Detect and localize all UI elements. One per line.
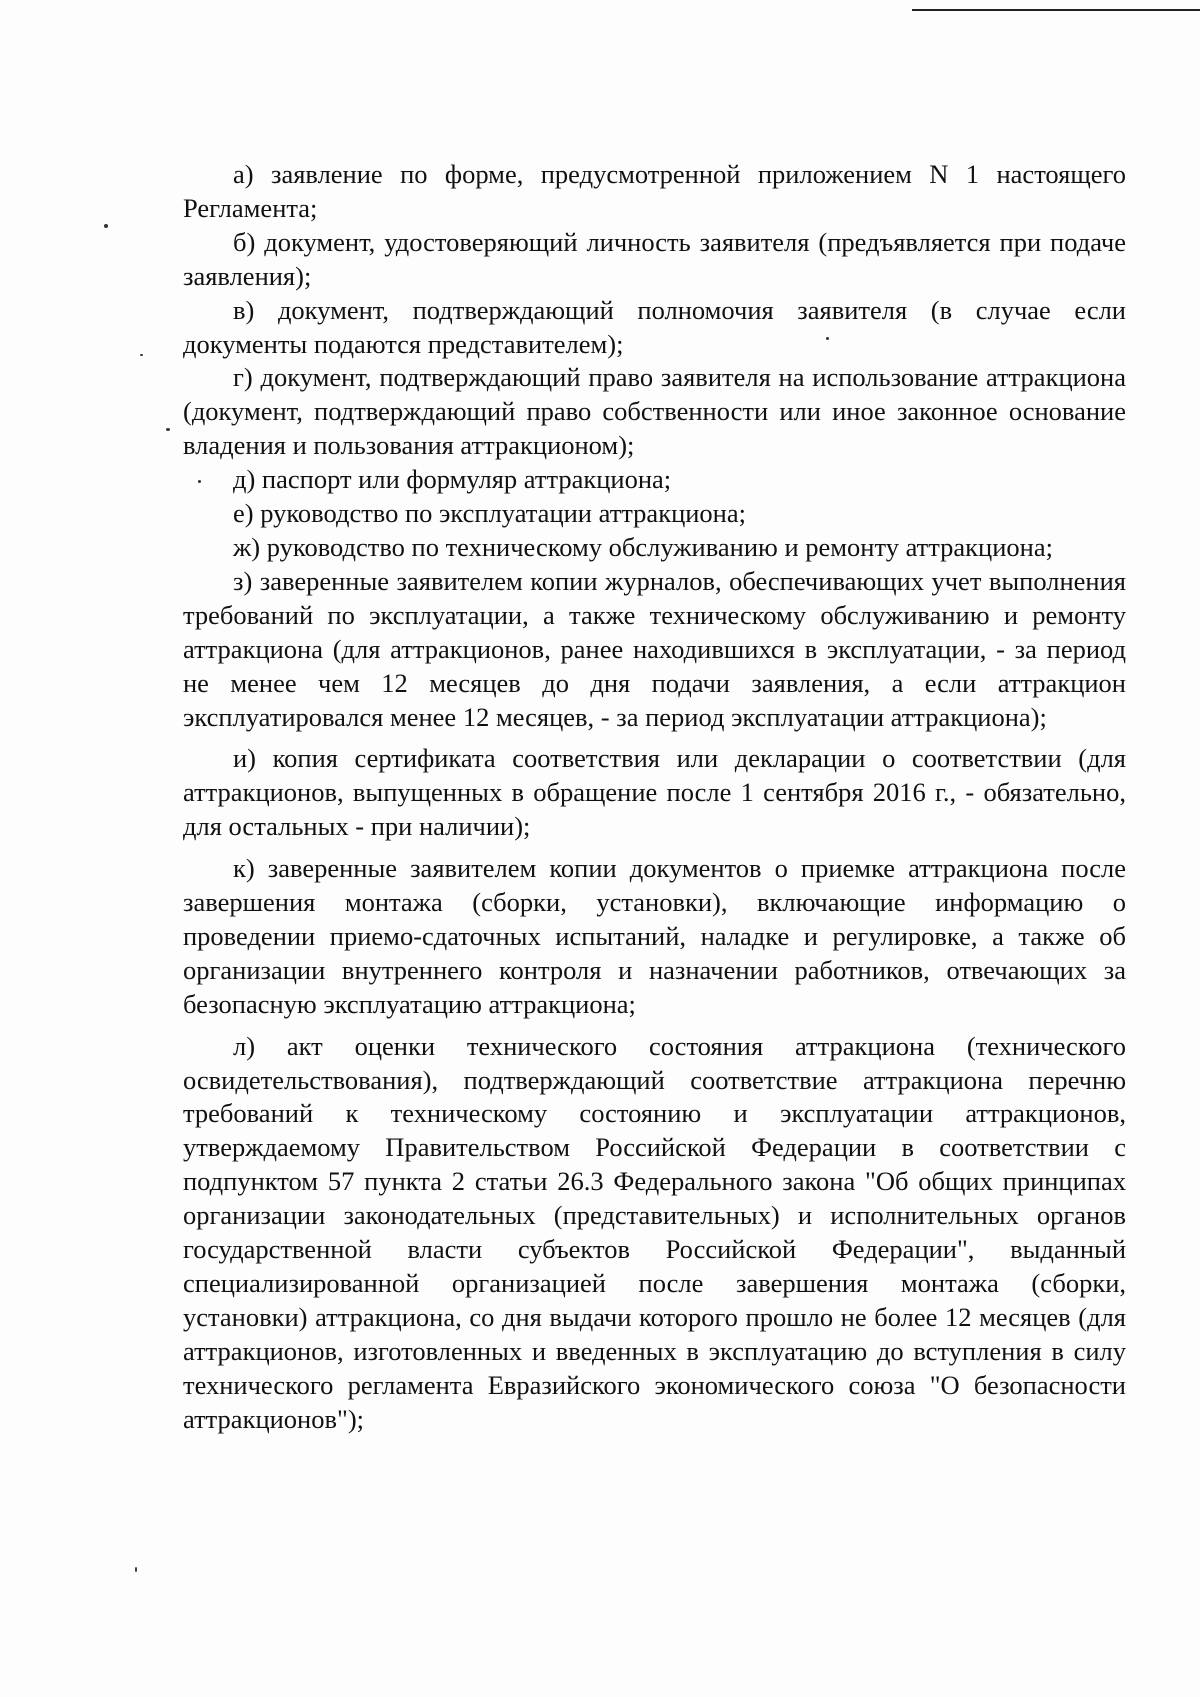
list-item-l: л) акт оценки технического состояния аттракциона (технического освидетельствования), подтверждающий соответствие аттракциона перечню требований к техническому состоянию и эксплуатации аттракционов, утверждаемому Правительством Российской Федерации в соответствии с подпунктом 57 пункта 2 статьи 26.3 Федерального закона "Об общих принципах организации законодательных (представительных) и исполнительных органов государственной власти субъектов Российской Федерации", выданный специализированной организацией после завершения монтажа (сборки, установки) аттракциона, со дня выдачи которого прошло не более 12 месяцев (для аттракционов, изготовленных и введенных в эксплуатацию до вступления в силу технического регламента Евразийского экономического союза "О безопасности аттракционов"); — [183, 1030, 1126, 1434]
list-item-b: б) документ, удостоверяющий личность заявителя (предъявляется при подаче заявления); — [183, 226, 1126, 291]
scan-speck — [198, 480, 201, 483]
scan-speck — [140, 354, 143, 356]
list-item-z: з) заверенные заявителем копии журналов, обеспечивающих учет выполнения требований по эксплуатации, а также техническому обслуживанию и ремонту аттракциона (для аттракционов, ранее находившихся в эксплуатации, - за период не менее чем 12 месяцев до дня подачи заявления, а если аттракцион эксплуатировался менее 12 месяцев, - за период эксплуатации аттракциона); — [183, 565, 1126, 732]
scan-speck — [826, 337, 829, 340]
scan-speck — [104, 224, 108, 228]
list-item-g: г) документ, подтверждающий право заявителя на использование аттракциона (документ, подтверждающий право собственности или иное законное основание владения и пользования аттракционом); — [183, 362, 1126, 461]
list-item-e: е) руководство по эксплуатации аттракциона; — [233, 498, 746, 529]
list-item-i: и) копия сертификата соответствия или декларации о соответствии (для аттракционов, выпущенных в обращение после 1 сентября 2016 г., - обязательно, для остальных - при наличии); — [183, 743, 1126, 842]
list-item-a: а) заявление по форме, предусмотренной приложением N 1 настоящего Регламента; — [183, 159, 1126, 223]
scan-speck — [166, 428, 170, 431]
scan-speck — [135, 1567, 137, 1572]
document-body — [183, 158, 1126, 1437]
list-item-k: к) заверенные заявителем копии документов о приемке аттракциона после завершения монтажа (сборки, установки), включающие информацию о проведении приемо-сдаточных испытаний, наладке и регулировке, а также об организации внутреннего контроля и назначении работников, отвечающих за безопасную эксплуатацию аттракциона; — [183, 853, 1126, 1019]
list-item-v: в) документ, подтверждающий полномочия заявителя (в случае если документы подаются представителем); — [183, 294, 1126, 359]
header-rule — [912, 9, 1200, 11]
list-item-d: д) паспорт или формуляр аттракциона; — [233, 464, 672, 495]
list-item-zh: ж) руководство по техническому обслуживанию и ремонту аттракциона; — [233, 531, 1053, 562]
